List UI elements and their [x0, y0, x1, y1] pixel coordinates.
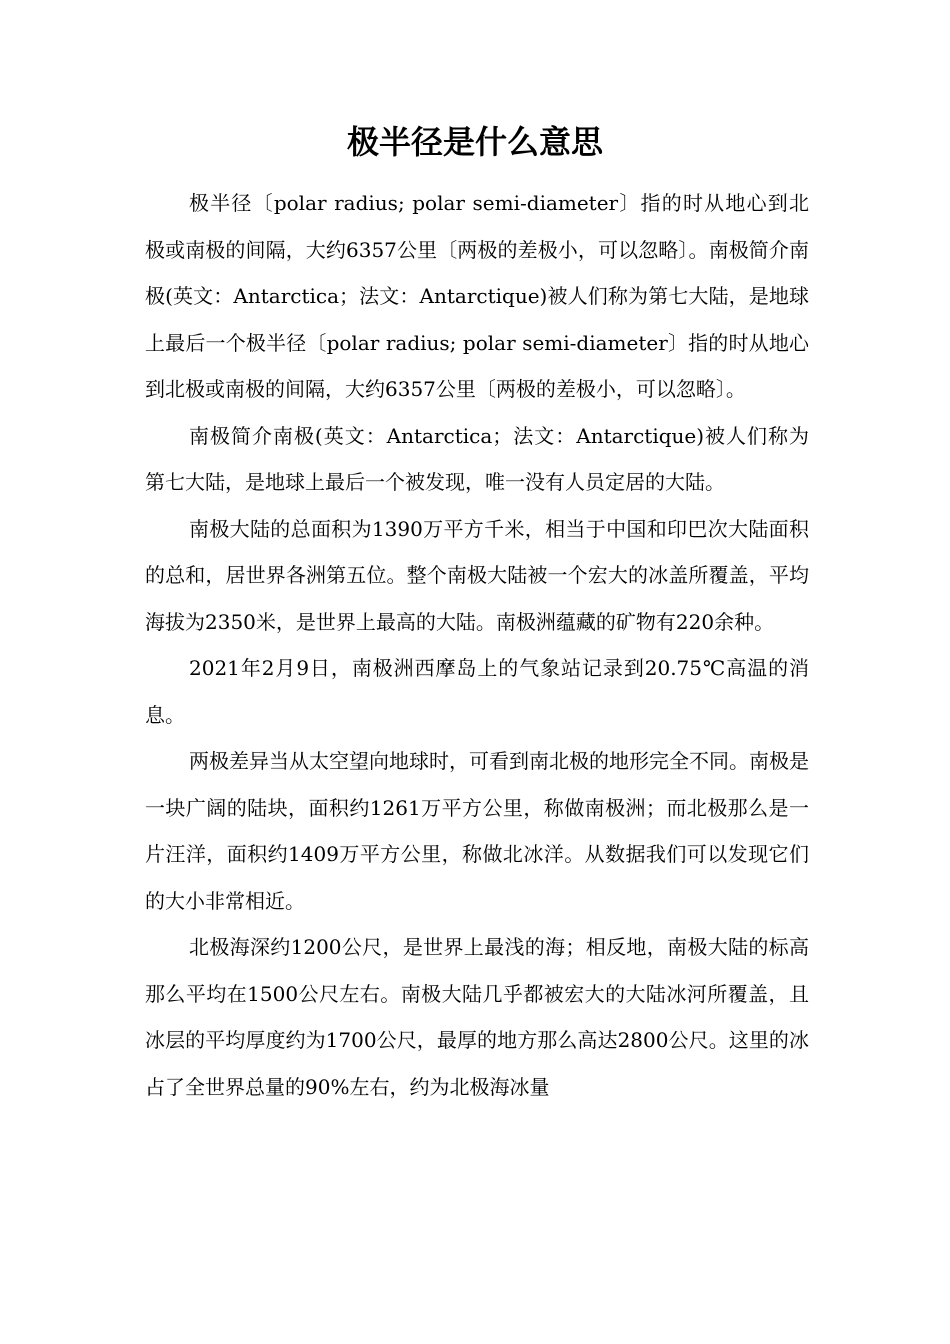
paragraph-antarctica-area: 南极大陆的总面积为1390万平方千米，相当于中国和印巴次大陆面积的总和，居世界各洲第五位。整个南极大陆被一个宏大的冰盖所覆盖，平均海拔为2350米，是世界上最高的大陆。南极洲蕴藏的矿物有220余种。	[145, 516, 809, 634]
paragraph-polar-radius: 极半径〔polar radius; polar semi-diameter〕指的时从地心到北极或南极的间隔，大约6357公里〔两极的差极小，可以忽略〕。南极简介南极(英文：Antarctica；法文：Antarctique)被人们称为第七大陆，是地球上最后一个极半径〔polar radius; polar semi-diameter〕指的时从地心到北极或南极的间隔，大约6357公里〔两极的差极小，可以忽略〕。	[145, 191, 809, 401]
paragraph-ice-thickness: 北极海深约1200公尺，是世界上最浅的海；相反地，南极大陆的标高那么平均在1500公尺左右。南极大陆几乎都被宏大的大陆冰河所覆盖，且冰层的平均厚度约为1700公尺，最厚的地方那么高达2800公尺。这里的冰占了全世界总量的90%左右，约为北极海冰量	[145, 935, 809, 1099]
document-body	[145, 180, 809, 1110]
paragraph-high-temperature: 2021年2月9日，南极洲西摩岛上的气象站记录到20.75℃高温的消息。	[145, 656, 809, 727]
document-title: 极半径是什么意思	[346, 123, 603, 161]
paragraph-pole-differences: 两极差异当从太空望向地球时，可看到南北极的地形完全不同。南极是一块广阔的陆块，面积约1261万平方公里，称做南极洲；而北极那么是一片汪洋，面积约1409万平方公里，称做北冰洋。从数据我们可以发现它们的大小非常相近。	[145, 749, 809, 913]
paragraph-antarctica-intro: 南极简介南极(英文：Antarctica；法文：Antarctique)被人们称为第七大陆，是地球上最后一个被发现，唯一没有人员定居的大陆。	[145, 423, 809, 494]
